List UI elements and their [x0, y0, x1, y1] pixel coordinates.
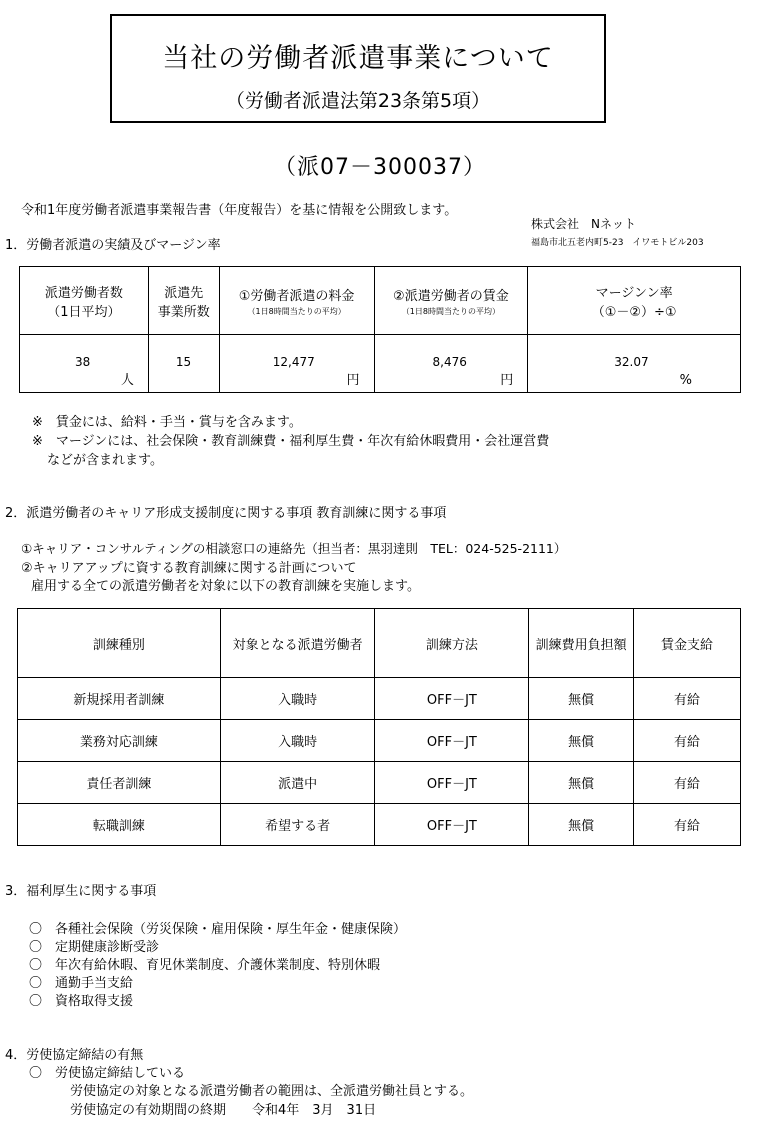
table-row — [18, 804, 741, 846]
section2-heading: 2．派遣労働者のキャリア形成支援制度に関する事項 教育訓練に関する事項 — [5, 506, 447, 521]
table-row — [18, 678, 741, 720]
list-item: 〇 年次有給休暇、育児休業制度、介護休業制度、特別休暇 — [29, 958, 381, 973]
company-name: 株式会社 Nネット — [531, 217, 636, 231]
training-pay: 有給 — [634, 804, 741, 846]
header-wage: ②派遣労働者の賃金 （1日8時間当たりの平均） — [374, 267, 528, 335]
training-pay: 有給 — [634, 762, 741, 804]
training-cost: 無償 — [529, 678, 634, 720]
training-cost: 無償 — [529, 720, 634, 762]
section4-line-2: 労使協定の有効期間の終期 令和4年 3月 31日 — [70, 1103, 377, 1118]
header-workers: 派遣労働者数 （1日平均） — [20, 267, 149, 335]
value-margin: 32.07 % — [528, 335, 741, 393]
header-sites: 派遣先 事業所数 — [148, 267, 219, 335]
section2-line-2: ②キャリアアップに資する教育訓練に関する計画について — [21, 561, 357, 576]
training-method: OFF－JT — [375, 804, 529, 846]
training-type: 転職訓練 — [18, 804, 221, 846]
table-row — [18, 720, 741, 762]
welfare-list — [29, 918, 406, 1008]
title-box — [110, 14, 606, 123]
section4-item: 〇 労使協定締結している — [29, 1066, 186, 1081]
value-workers: 38 人 — [20, 335, 149, 393]
list-item: 〇 各種社会保険（労災保険・雇用保険・厚生年金・健康保険） — [29, 922, 407, 937]
value-sites: 15 — [148, 335, 219, 393]
page-title: 当社の労働者派遣事業について — [162, 43, 554, 74]
intro-text: 令和1年度労働者派遣事業報告書（年度報告）を基に情報を公開致します。 — [21, 203, 458, 218]
section3-heading: 3．福利厚生に関する事項 — [5, 884, 157, 899]
training-method: OFF－JT — [375, 678, 529, 720]
list-item: 〇 定期健康診断受診 — [29, 940, 160, 955]
training-header-method: 訓練方法 — [375, 609, 529, 678]
training-target: 希望する者 — [220, 804, 375, 846]
training-type: 業務対応訓練 — [18, 720, 221, 762]
table-row — [18, 762, 741, 804]
list-item: 〇 通勤手当支給 — [29, 976, 134, 991]
training-header-type: 訓練種別 — [18, 609, 221, 678]
training-table — [17, 608, 741, 846]
training-type: 新規採用者訓練 — [18, 678, 221, 720]
training-header-cost: 訓練費用負担額 — [529, 609, 634, 678]
training-target: 入職時 — [220, 678, 375, 720]
value-fee: 12,477 円 — [219, 335, 374, 393]
header-margin: マージンン率 （①－②）÷① — [528, 267, 741, 335]
training-target: 派遣中 — [220, 762, 375, 804]
training-pay: 有給 — [634, 720, 741, 762]
note-1: ※ 賃金には、給料・手当・賞与を含みます。 — [32, 415, 302, 430]
section4-line-1: 労使協定の対象となる派遣労働者の範囲は、全派遣労働社員とする。 — [70, 1084, 474, 1099]
license-number: （派07－300037） — [274, 155, 486, 180]
list-item: 〇 資格取得支援 — [29, 994, 134, 1009]
training-header-target: 対象となる派遣労働者 — [220, 609, 375, 678]
company-address: 福島市北五老内町5-23 イワモトビル203 — [531, 238, 704, 248]
training-method: OFF－JT — [375, 720, 529, 762]
note-3: などが含まれます。 — [47, 453, 163, 468]
training-cost: 無償 — [529, 804, 634, 846]
training-pay: 有給 — [634, 678, 741, 720]
header-fee: ①労働者派遣の料金 （1日8時間当たりの平均） — [219, 267, 374, 335]
note-2: ※ マージンには、社会保険・教育訓練費・福利厚生費・年次有給休暇費用・会社運営費 — [32, 434, 550, 449]
training-method: OFF－JT — [375, 762, 529, 804]
section1-heading: 1．労働者派遣の実績及びマージン率 — [5, 238, 221, 253]
training-header-pay: 賃金支給 — [634, 609, 741, 678]
training-target: 入職時 — [220, 720, 375, 762]
section4-heading: 4．労使協定締結の有無 — [5, 1048, 144, 1063]
page-subtitle: （労働者派遣法第23条第5項） — [225, 90, 491, 112]
value-wage: 8,476 円 — [374, 335, 528, 393]
section2-line-1: ①キャリア・コンサルティングの相談窓口の連絡先（担当者：黒羽達則 TEL：024-525-2111） — [21, 541, 567, 556]
training-cost: 無償 — [529, 762, 634, 804]
margin-table — [19, 266, 741, 393]
section2-line-3: 雇用する全ての派遣労働者を対象に以下の教育訓練を実施します。 — [31, 579, 420, 594]
training-type: 責任者訓練 — [18, 762, 221, 804]
